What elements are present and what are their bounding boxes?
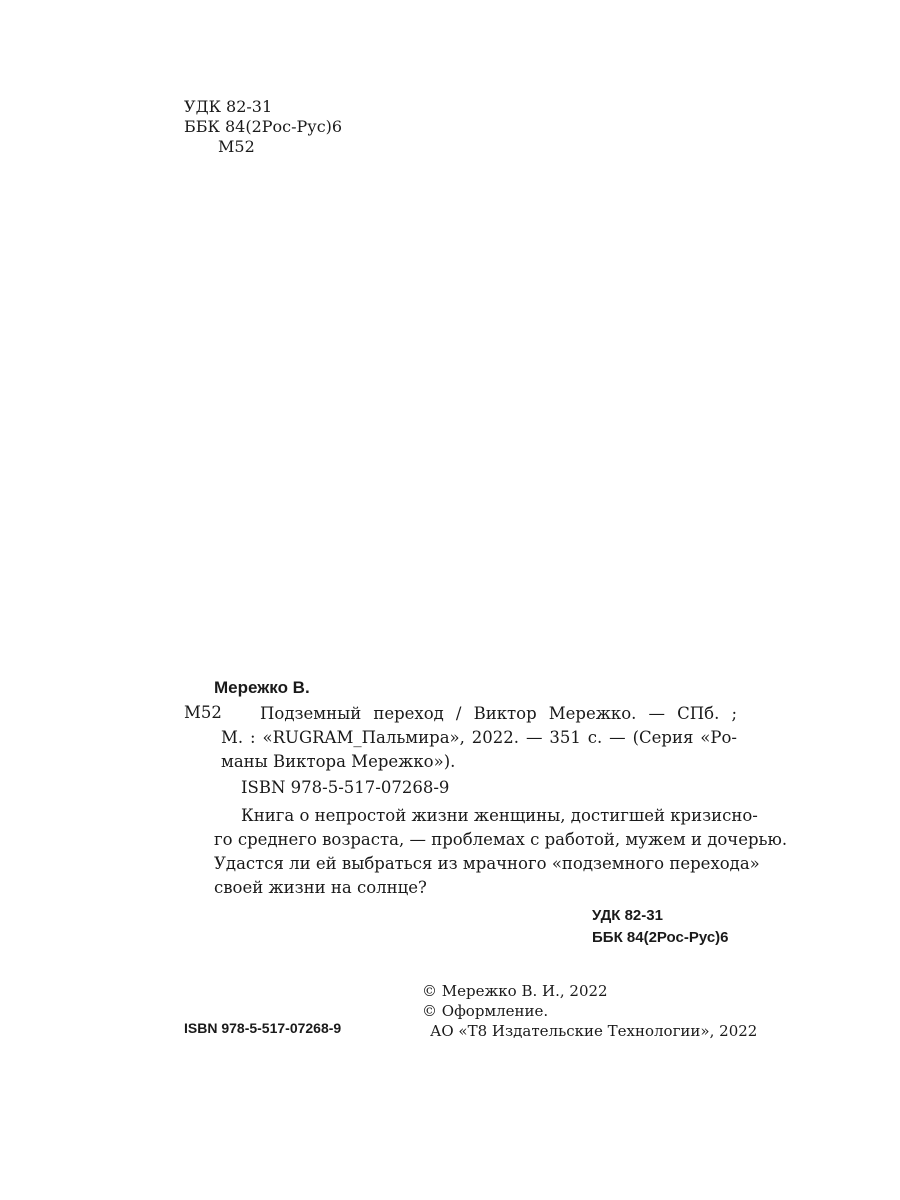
copyright-author: © Мережко В. И., 2022 [422, 982, 608, 1000]
annotation-line: го среднего возраста, — проблемах с работой, мужем и дочерью. [214, 830, 788, 849]
isbn-bottom: ISBN 978-5-517-07268-9 [184, 1020, 342, 1036]
annotation-line: Книга о непростой жизни женщины, достигшей кризисно- [241, 806, 758, 825]
author-heading: Мережко В. [214, 678, 310, 697]
bibliographic-line: Подземный переход / Виктор Мережко. — СПб. ; [260, 704, 737, 723]
isbn-entry: ISBN 978-5-517-07268-9 [241, 778, 450, 797]
classification-block-bottom [592, 905, 729, 949]
author-mark-entry: М52 [184, 703, 222, 722]
copyright-design: © Оформление. [422, 1002, 549, 1020]
bbk-code: ББК 84(2Рос-Рус)6 [184, 117, 343, 136]
bbk-code-bottom: ББК 84(2Рос-Рус)6 [592, 929, 729, 946]
annotation-line: Удастся ли ей выбраться из мрачного «подземного перехода» [214, 854, 760, 873]
copyright-publisher: АО «Т8 Издательские Технологии», 2022 [430, 1022, 758, 1040]
bibliographic-line: М. : «RUGRAM_Пальмира», 2022. — 351 с. — (Серия «Ро- [221, 728, 737, 747]
author-mark: М52 [218, 137, 255, 156]
classification-block-top [184, 97, 342, 157]
bibliographic-line: маны Виктора Мережко»). [221, 752, 456, 771]
annotation-line: своей жизни на солнце? [214, 878, 427, 897]
udk-code: УДК 82-31 [184, 97, 273, 116]
copyright-block [422, 981, 757, 1041]
udk-code-bottom: УДК 82-31 [592, 907, 663, 924]
